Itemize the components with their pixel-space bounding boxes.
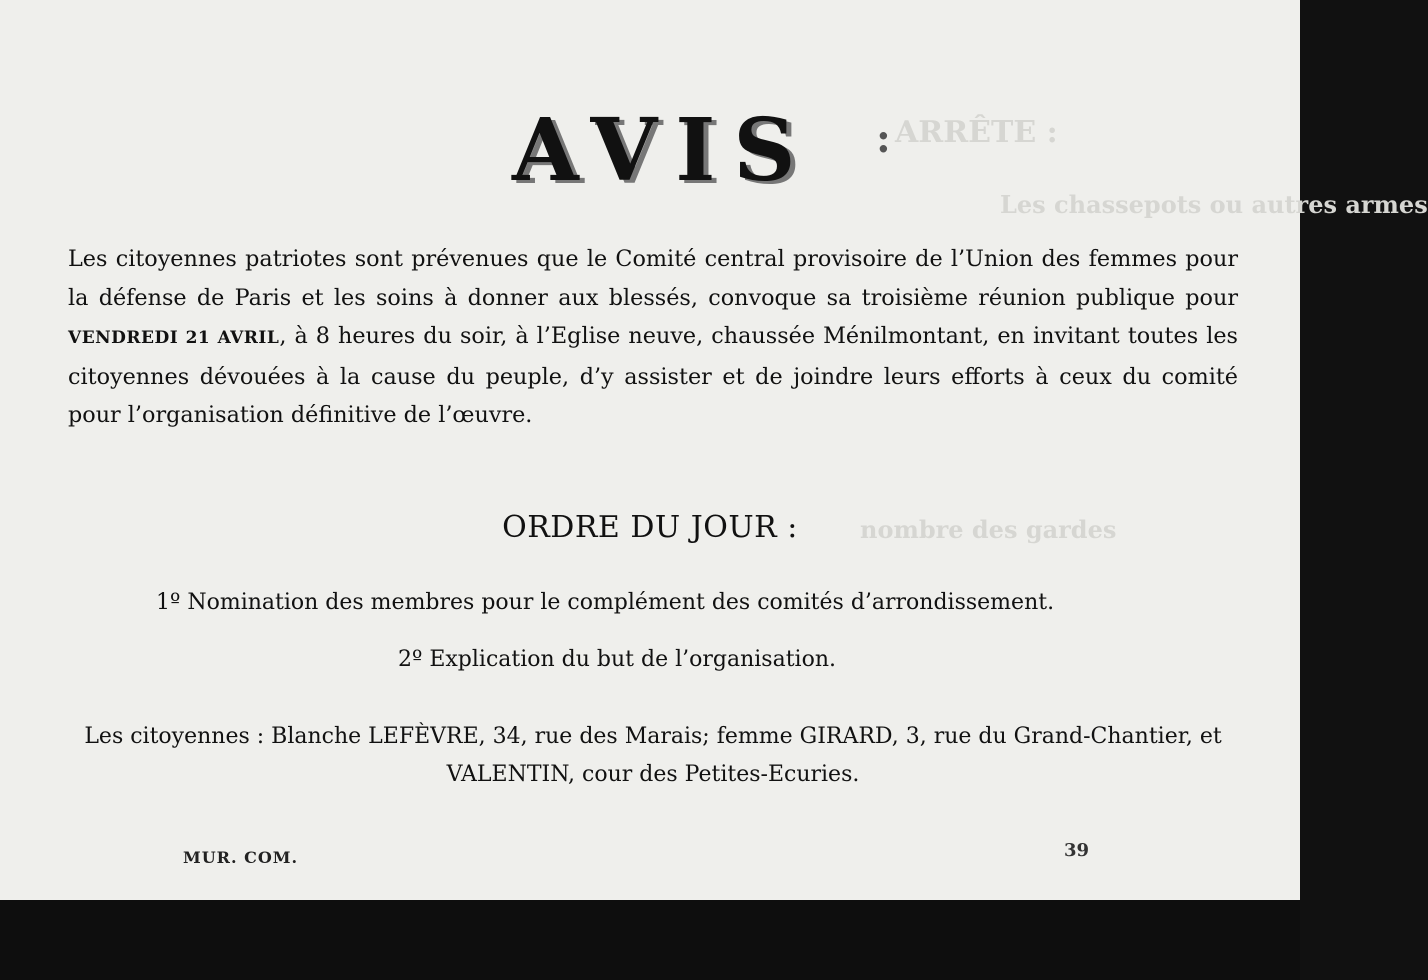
bleed-through-text: Les chassepots ou autres armes [1000,190,1428,219]
signatories: Les citoyennes : Blanche LEFÈVRE, 34, rue des Marais; femme GIRARD, 3, rue du Grand-Chantier, et VALENTIN, cour des Petites-Ecuries. [84,724,1222,787]
bleed-through-text: nombre des gardes [860,515,1117,544]
meeting-date: VENDREDI 21 AVRIL [68,328,280,348]
bottom-border [0,900,1300,980]
agenda-item-2: 2º Explication du but de l’organisation. [398,647,836,672]
announcement-text-1: Les citoyennes patriotes sont prévenues que le Comité central provisoire de l’Union des femmes pour la défense de Paris et les soins à donner aux blessés, convoque sa troisième réunion publique pour [68,246,1238,311]
page-number: 39 [1064,840,1090,861]
announcement-paragraph [68,240,1238,435]
title-colon: : [876,115,891,162]
agenda-item-1: 1º Nomination des membres pour le complément des comités d’arrondissement. [156,590,1055,615]
poster-title: AVIS [512,100,814,201]
announcement-text-2: , à 8 heures du soir, à l’Eglise neuve, chaussée Ménilmontant, en invitant toutes les citoyennes dévouées à la cause du peuple, d’y assister et de joindre leurs efforts à ceux du comité pour l’organisation définitive de l’œuvre. [68,323,1238,428]
agenda-heading: ORDRE DU JOUR : [502,510,798,545]
footer-collection-mark: MUR. COM. [183,848,299,867]
bleed-through-text: ARRÊTE : [895,115,1058,150]
